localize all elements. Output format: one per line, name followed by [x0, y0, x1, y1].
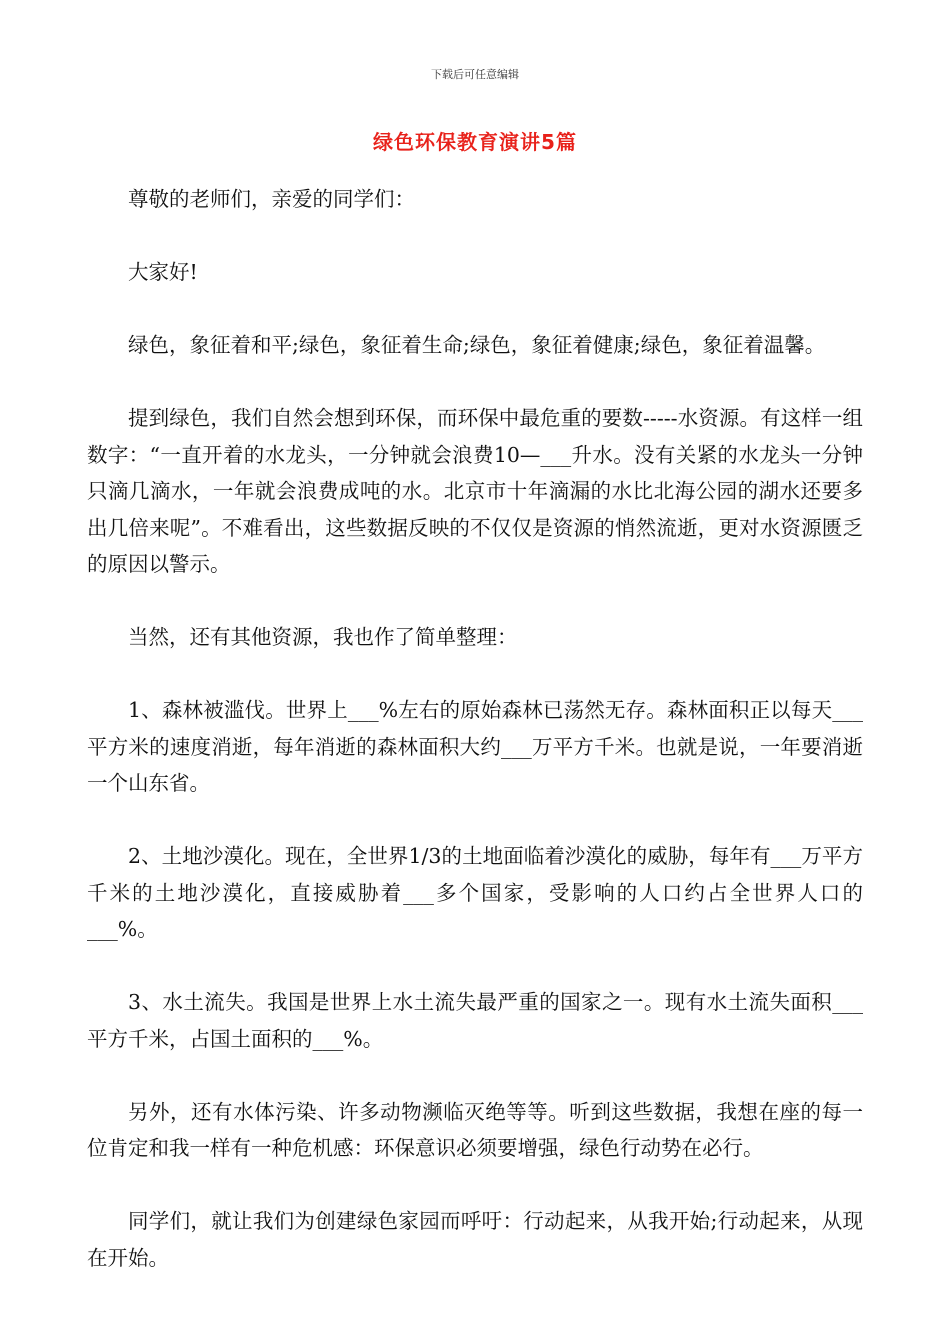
paragraph-forest: 1、森林被滥伐。世界上___%左右的原始森林已荡然无存。森林面积正以每天___平方米的速度消逝，每年消逝的森林面积大约___万平方千米。也就是说，一年要消逝一个山东省。 — [87, 698, 863, 795]
paragraph-other-resources: 当然，还有其他资源，我也作了简单整理： — [128, 625, 518, 649]
paragraph-desertification: 2、土地沙漠化。现在，全世界1/3的土地面临着沙漠化的威胁，每年有___万平方千米的土地沙漠化，直接威胁着___多个国家，受影响的人口约占全世界人口的___%。 — [87, 844, 863, 941]
paragraph-soil-erosion: 3、水土流失。我国是世界上水土流失最严重的国家之一。现有水土流失面积___平方千米，占国土面积的___%。 — [87, 990, 863, 1051]
paragraph-pollution: 另外，还有水体污染、许多动物濒临灭绝等等。听到这些数据，我想在座的每一位肯定和我一样有一种危机感：环保意识必须要增强，绿色行动势在必行。 — [87, 1099, 863, 1160]
paragraph-water-resources: 提到绿色，我们自然会想到环保，而环保中最危重的要数-----水资源。有这样一组数字：“一直开着的水龙头，一分钟就会浪费10—___升水。没有关紧的水龙头一分钟只滴几滴水，一年就会浪费成吨的水。北京市十年滴漏的水比北海公园的湖水还要多出几倍来呢”。不难看出，这些数据反映的不仅仅是资源的悄然流逝，更对水资源匮乏的原因以警示。 — [87, 406, 863, 576]
paragraph-greeting: 大家好! — [128, 260, 198, 284]
document-title: 绿色环保教育演讲5篇 — [373, 130, 577, 154]
document-body — [87, 181, 863, 1276]
paragraph-salutation: 尊敬的老师们，亲爱的同学们： — [128, 187, 415, 211]
header-note: 下载后可任意编辑 — [431, 68, 519, 81]
paragraph-call-to-action: 同学们，就让我们为创建绿色家园而呼吁：行动起来，从我开始;行动起来，从现在开始。 — [87, 1209, 863, 1270]
paragraph-green-meaning: 绿色，象征着和平;绿色，象征着生命;绿色，象征着健康;绿色，象征着温馨。 — [128, 333, 826, 357]
